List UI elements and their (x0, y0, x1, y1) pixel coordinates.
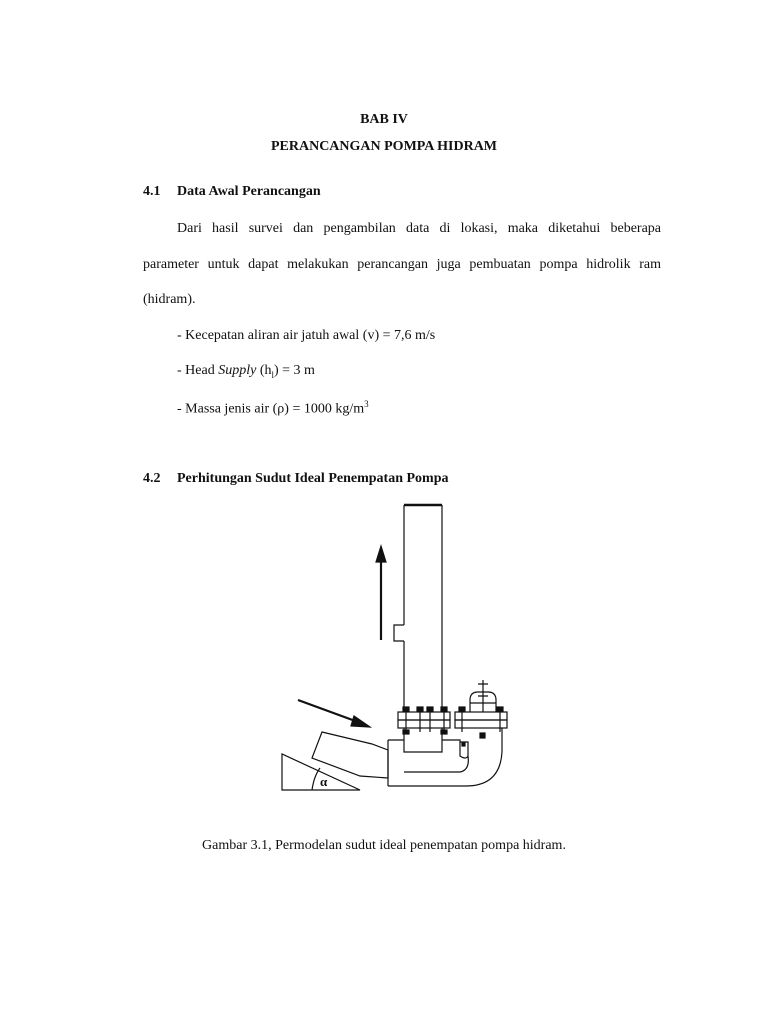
bullet-head-symbol: (h (256, 363, 272, 378)
hydram-pump-figure (270, 488, 530, 808)
section-2-number: 4.2 (143, 471, 161, 486)
waste-valve-flange-bottom (455, 720, 507, 728)
section-1-title: Data Awal Perancangan (177, 184, 321, 199)
bullet-head-prefix: - Head (177, 363, 219, 378)
pump-elbow-inner (404, 740, 468, 758)
bullet-density-text: - Massa jenis air (ρ) = 1000 kg/m (177, 401, 365, 417)
drive-pipe (312, 732, 388, 778)
paragraph-line-3: (hidram). (143, 292, 196, 307)
pump-body (388, 740, 468, 756)
paragraph-line-1: Dari hasil survei dan pengambilan data di lokasi, maka diketahui beberapa (177, 221, 661, 236)
bullet-velocity: - Kecepatan aliran air jatuh awal (v) = 7,6 m/s (177, 328, 436, 343)
waste-valve-flange-top (455, 712, 507, 720)
angle-alpha-label: α (320, 774, 328, 789)
inflow-arrow-head (351, 716, 370, 727)
bullet-density-superscript: 3 (364, 399, 369, 409)
bullet-head-italic: Supply (218, 363, 257, 378)
bullet-density (177, 399, 369, 418)
chapter-title: PERANCANGAN POMPA HIDRAM (270, 139, 498, 154)
bullet-head-suffix: ) = 3 m (274, 363, 315, 378)
inflow-arrow-shaft (298, 700, 358, 722)
pump-elbow-inner-curve (404, 756, 468, 772)
chapter-label: BAB IV (360, 112, 408, 127)
delivery-pipe-notch (394, 625, 404, 641)
figure-caption: Gambar 3.1, Permodelan sudut ideal penempatan pompa hidram. (202, 838, 566, 853)
section-1-number: 4.1 (143, 184, 161, 199)
paragraph-line-2: parameter untuk dapat melakukan perancangan juga pembuatan pompa hidrolik ram (143, 257, 661, 272)
bullet-head-subscript: l (271, 369, 274, 380)
upward-flow-arrow-head (376, 546, 386, 562)
bullet-head-supply (177, 363, 315, 380)
section-2-title: Perhitungan Sudut Ideal Penempatan Pompa (177, 471, 449, 486)
